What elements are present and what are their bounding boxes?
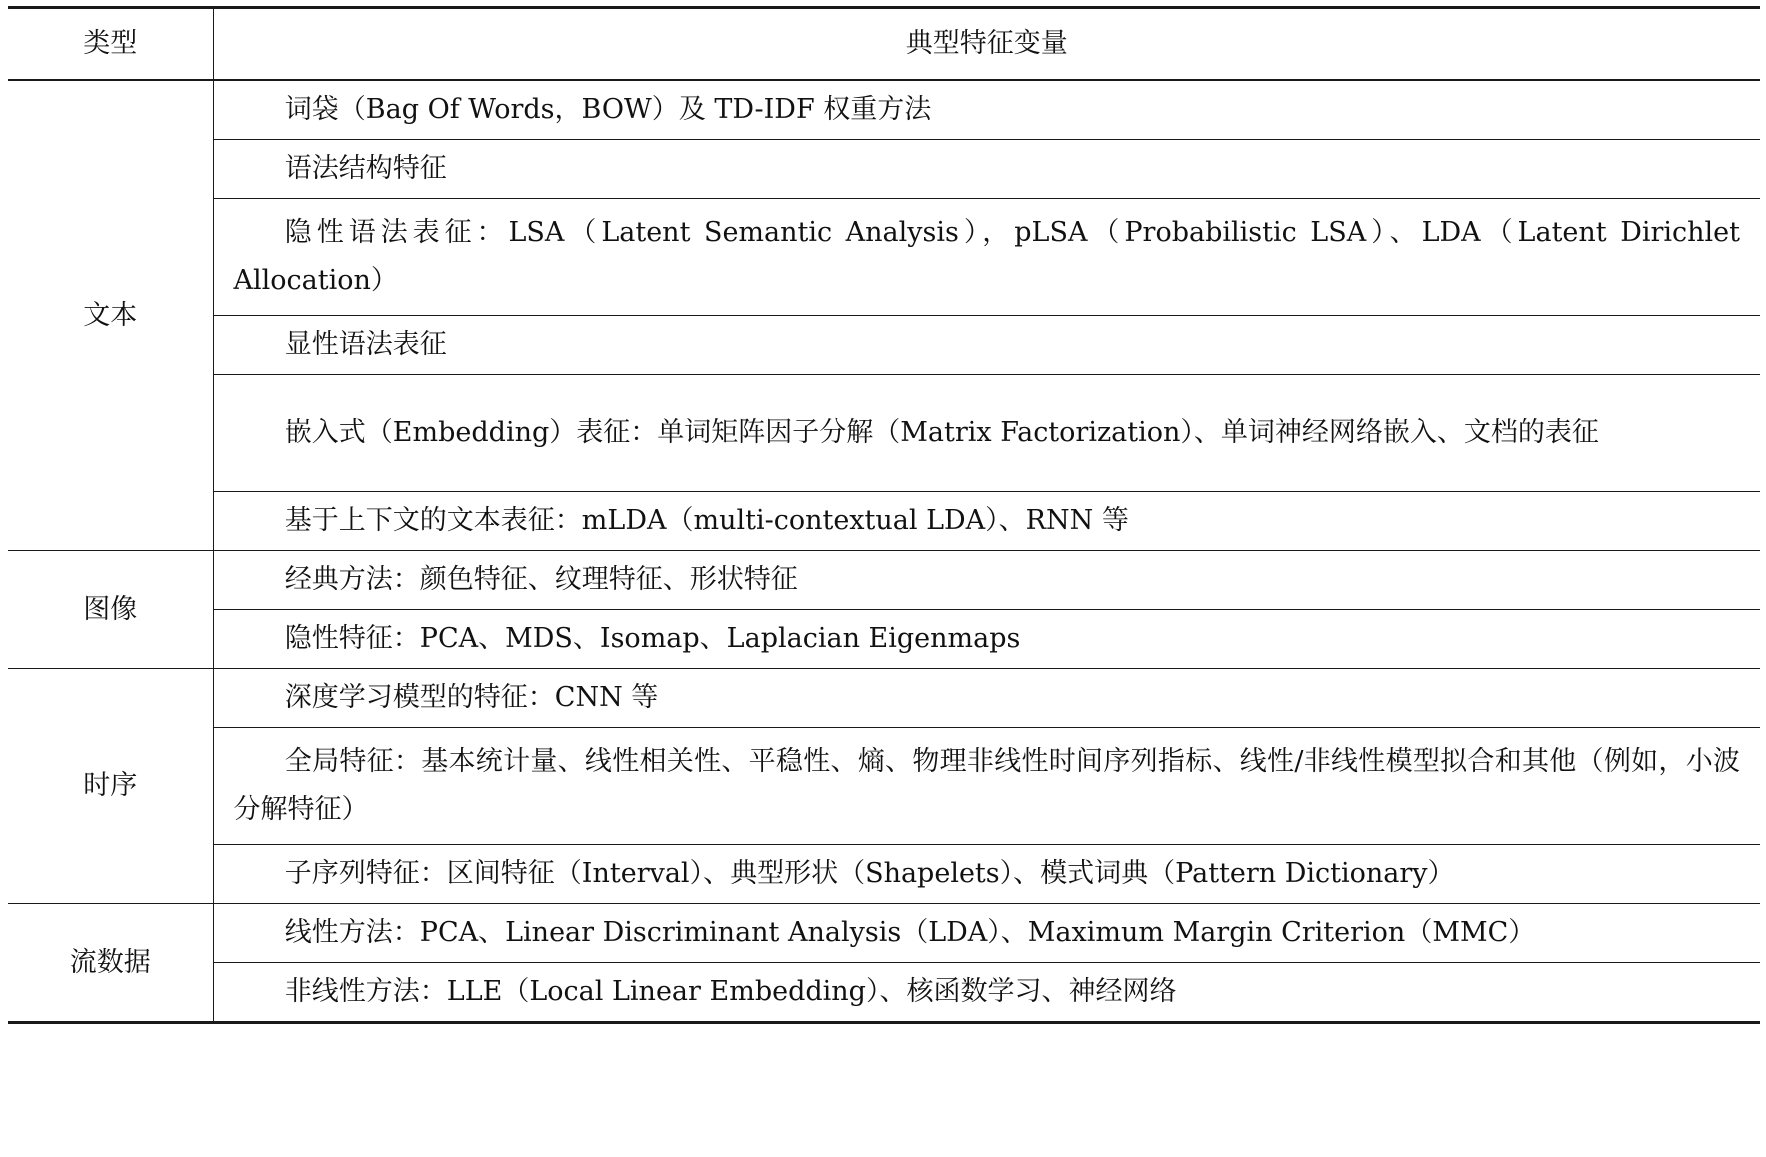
feature-cell: 隐性语法表征：LSA（Latent Semantic Analysis），pLSA（Probabilistic LSA）、LDA（Latent Dirichlet Allocation） [213,199,1760,316]
type-cell-text: 文本 [8,80,213,551]
feature-cell: 隐性特征：PCA、MDS、Isomap、Laplacian Eigenmaps [213,610,1760,669]
table-row [8,845,1760,904]
feature-cell: 经典方法：颜色特征、纹理特征、形状特征 [213,551,1760,610]
header-type: 类型 [8,8,213,81]
type-cell-image: 图像 [8,551,213,669]
type-cell-timeseries: 时序 [8,669,213,904]
table-row [8,963,1760,1023]
feature-cell: 非线性方法：LLE（Local Linear Embedding）、核函数学习、神经网络 [213,963,1760,1023]
feature-cell: 基于上下文的文本表征：mLDA（multi-contextual LDA）、RNN 等 [213,492,1760,551]
feature-cell: 显性语法表征 [213,316,1760,375]
table-row [8,80,1760,140]
table-row [8,551,1760,610]
table-header-row [8,8,1760,81]
feature-variable-table [8,6,1760,1024]
feature-cell: 全局特征：基本统计量、线性相关性、平稳性、熵、物理非线性时间序列指标、线性/非线性模型拟合和其他（例如，小波分解特征） [213,728,1760,845]
table-row [8,669,1760,728]
table-row [8,316,1760,375]
table-row [8,199,1760,316]
header-feature: 典型特征变量 [905,28,1068,59]
feature-cell: 线性方法：PCA、Linear Discriminant Analysis（LDA）、Maximum Margin Criterion（MMC） [213,904,1760,963]
table-row [8,728,1760,845]
feature-cell: 语法结构特征 [213,140,1760,199]
table-row [8,140,1760,199]
type-cell-stream: 流数据 [8,904,213,1023]
feature-cell: 嵌入式（Embedding）表征：单词矩阵因子分解（Matrix Factorization）、单词神经网络嵌入、文档的表征 [213,375,1760,492]
table-row [8,904,1760,963]
feature-cell: 深度学习模型的特征：CNN 等 [213,669,1760,728]
table-row [8,375,1760,492]
feature-cell: 子序列特征：区间特征（Interval）、典型形状（Shapelets）、模式词典（Pattern Dictionary） [213,845,1760,904]
table-row [8,492,1760,551]
feature-cell: 词袋（Bag Of Words，BOW）及 TD-IDF 权重方法 [213,80,1760,140]
table-row [8,610,1760,669]
